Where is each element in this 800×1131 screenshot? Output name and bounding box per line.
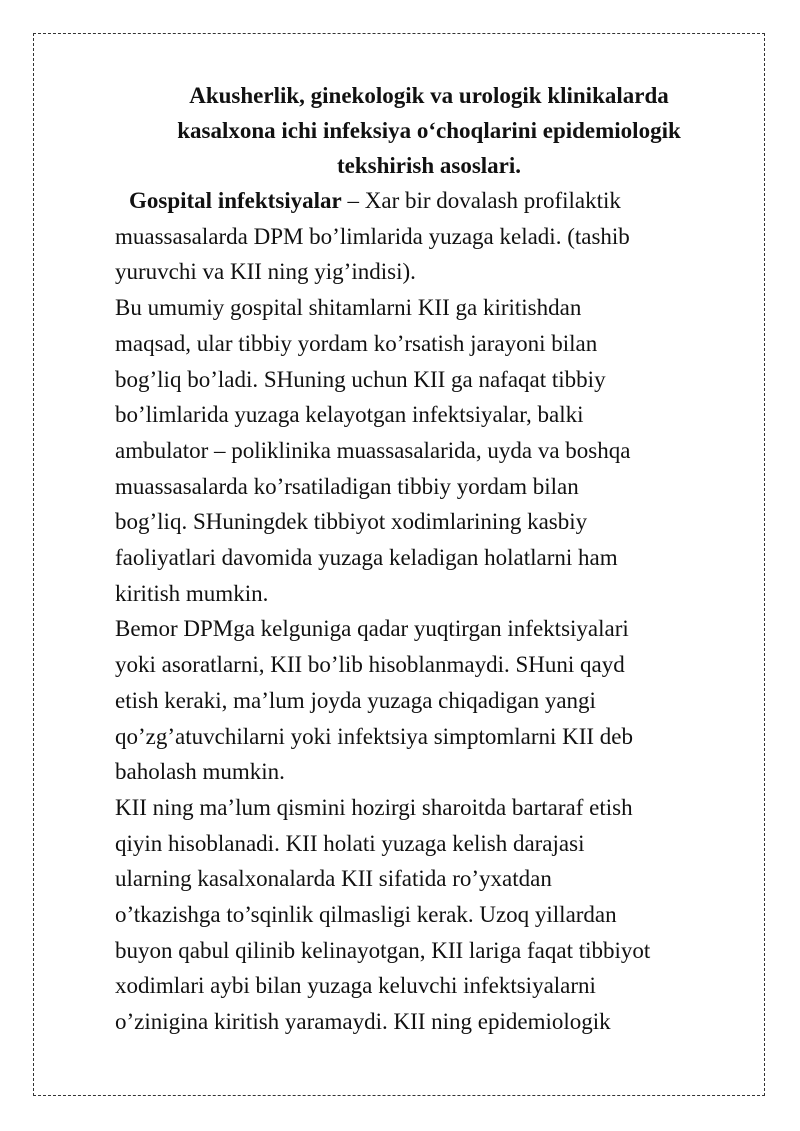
document-body bbox=[115, 183, 775, 1040]
text-line: Bu umumiy gospital shitamlarni KII ga kiritishdan bbox=[115, 295, 582, 321]
text-line: ambulator – poliklinika muassasalarida, uyda va boshqa bbox=[115, 437, 631, 463]
text-line: yuruvchi va KII ning yig’indisi). bbox=[115, 259, 416, 285]
title-line: tekshirish asoslari. bbox=[336, 153, 522, 178]
text-line: maqsad, ular tibbiy yordam ko’rsatish jarayoni bilan bbox=[115, 330, 598, 356]
text-line: xodimlari aybi bilan yuzaga keluvchi infektsiyalarni bbox=[115, 973, 596, 999]
text-line: yoki asoratlarni, KII bo’lib hisoblanmaydi. SHuni qayd bbox=[115, 652, 625, 678]
text-line: bog’liq. SHuningdek tibbiyot xodimlarining kasbiy bbox=[115, 509, 588, 535]
text-line: etish keraki, ma’lum joyda yuzaga chiqadigan yangi bbox=[115, 687, 596, 713]
text-line: bog’liq bo’ladi. SHuning uchun KII ga nafaqat tibbiy bbox=[115, 366, 606, 392]
text-line: qo’zg’atuvchilarni yoki infektsiya simptomlarni KII deb bbox=[115, 723, 634, 749]
defined-term: Gospital infektsiyalar bbox=[129, 188, 342, 213]
text-line: muassasalarda ko’rsatiladigan tibbiy yordam bilan bbox=[115, 473, 579, 499]
text-line: ularning kasalxonalarda KII sifatida ro’yxatdan bbox=[115, 866, 552, 892]
text-line: baholash mumkin. bbox=[115, 759, 285, 785]
text-line: kiritish mumkin. bbox=[115, 580, 269, 606]
text-line: bo’limlarida yuzaga kelayotgan infektsiyalar, balki bbox=[115, 402, 584, 428]
document-title bbox=[118, 78, 740, 183]
text-line: buyon qabul qilinib kelinayotgan, KII lariga faqat tibbiyot bbox=[115, 937, 651, 963]
text-line: faoliyatlari davomida yuzaga keladigan holatlarni ham bbox=[115, 545, 618, 571]
text-line: muassasalarda DPM bo’limlarida yuzaga keladi. (tashib bbox=[115, 223, 630, 249]
intro-text: – Xar bir dovalash profilaktik bbox=[341, 188, 621, 213]
text-line: KII ning ma’lum qismini hozirgi sharoitda bartaraf etish bbox=[115, 794, 633, 820]
text-line: o’zinigina kiritish yaramaydi. KII ning epidemiologik bbox=[115, 1009, 611, 1035]
text-line: qiyin hisoblanadi. KII holati yuzaga kelish darajasi bbox=[115, 830, 585, 856]
text-line: Bemor DPMga kelguniga qadar yuqtirgan infektsiyalari bbox=[115, 616, 629, 642]
text-line: o’tkazishga to’sqinlik qilmasligi kerak. Uzoq yillardan bbox=[115, 902, 617, 928]
intro-line bbox=[115, 183, 775, 219]
title-line: kasalxona ichi infeksiya o‘choqlarini epidemiologik bbox=[177, 118, 681, 143]
title-line: Akusherlik, ginekologik va urologik klinikalarda bbox=[189, 83, 669, 108]
